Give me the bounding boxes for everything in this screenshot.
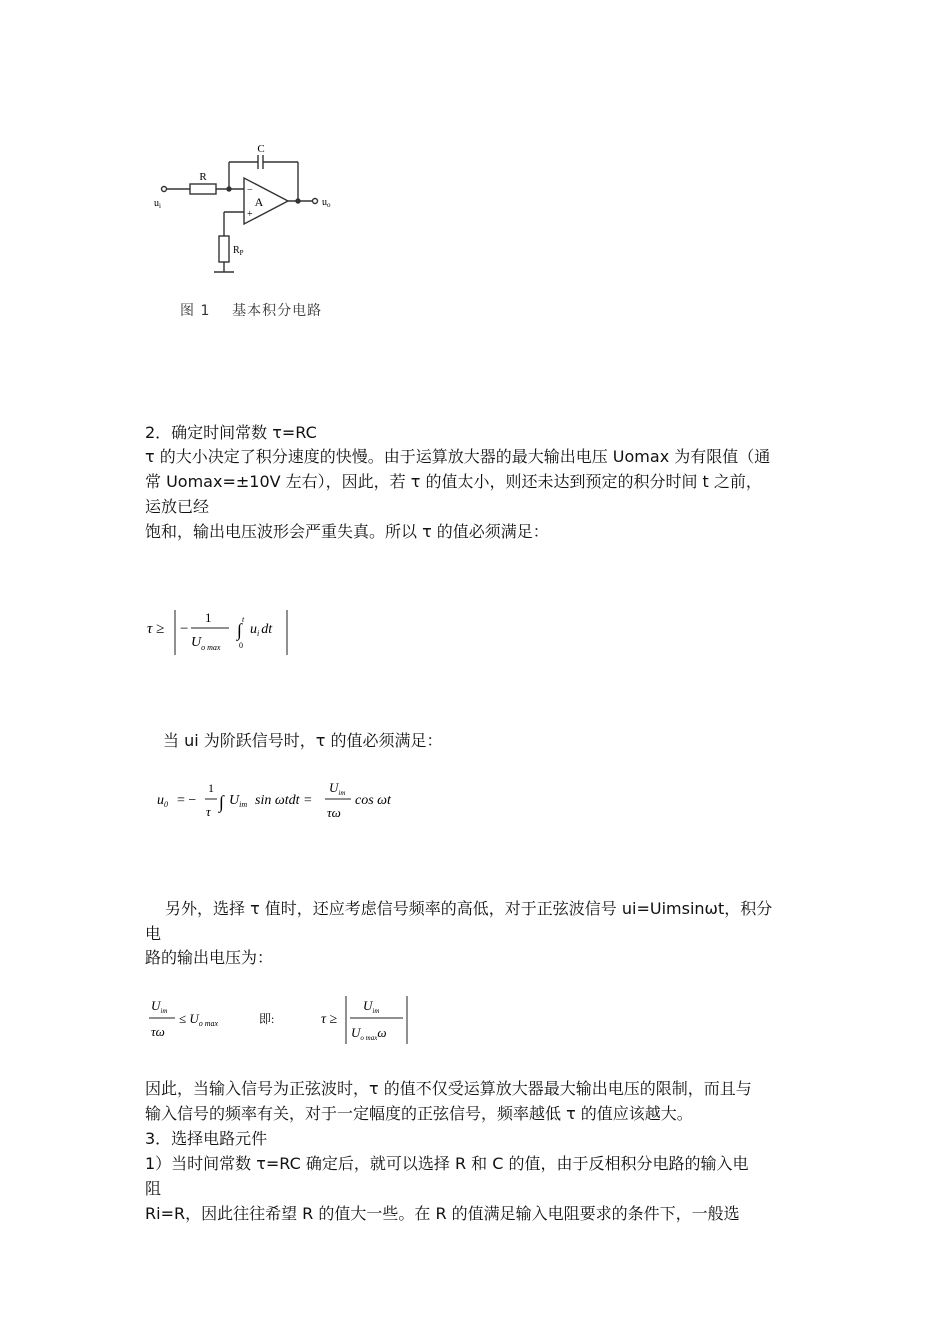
paragraph-line: 运放已经 <box>145 497 210 516</box>
svg-text:τ: τ <box>206 804 211 819</box>
figure-caption: 图 1 基本积分电路 <box>180 303 323 319</box>
integrator-circuit-diagram <box>150 140 350 290</box>
section3-heading: 3．选择电路元件 <box>145 1129 268 1148</box>
svg-text:τ ≥: τ ≥ <box>321 1012 338 1027</box>
label-a: A <box>254 195 264 209</box>
step-signal-line: 当 ui 为阶跃信号时，τ 的值必须满足： <box>163 731 443 750</box>
svg-text:Uim: $U_{im}$ <box>151 998 168 1015</box>
svg-text:1: 1 <box>208 781 214 795</box>
input-terminal <box>162 187 167 192</box>
svg-text:sin ωtdt =: sin ωtdt = <box>255 793 313 808</box>
svg-text:τω: τω <box>151 1024 165 1039</box>
label-uo: $u_o$ <box>322 197 331 209</box>
label-r: R <box>199 171 207 183</box>
resistor-rp <box>219 236 229 262</box>
svg-text:t: t <box>242 615 245 624</box>
paragraph-line: 另外，选择 τ 值时，还应考虑信号频率的高低，对于正弦波信号 ui=Uimsinωt，积分 <box>165 899 773 918</box>
label-minus: − <box>247 185 253 196</box>
equation-tau-bound <box>145 600 305 660</box>
svg-text:= −: = − <box>177 793 197 808</box>
svg-text:τ ≥: τ ≥ <box>147 621 165 637</box>
svg-text:u0: $u_0$ <box>157 793 168 809</box>
paragraph-line: 常 Uomax=±10V 左右），因此，若 τ 的值太小，则还未达到预定的积分时间 t 之前， <box>145 472 762 491</box>
svg-text:−: − <box>180 621 189 637</box>
equation-output-voltage <box>155 772 415 832</box>
svg-text:1: 1 <box>205 610 212 625</box>
paragraph-line: 因此，当输入信号为正弦波时，τ 的值不仅受运算放大器最大输出电压的限制，而且与 <box>145 1079 752 1098</box>
svg-text:即:: 即: <box>259 1012 275 1026</box>
integrator-circuit-figure <box>150 140 350 290</box>
paragraph-line: 输入信号的频率有关，对于一定幅度的正弦信号，频率越低 τ 的值应该越大。 <box>145 1104 693 1123</box>
paragraph-line: 1）当时间常数 τ=RC 确定后，就可以选择 R 和 C 的值，由于反相积分电路的输入电 <box>145 1154 749 1173</box>
svg-text:0: 0 <box>239 641 243 650</box>
paragraph-line: τ 的大小决定了积分速度的快慢。由于运算放大器的最大输出电压 Uomax 为有限值（通 <box>145 447 771 466</box>
svg-text:Uo maxω: $U_{o max}\omega$ <box>351 1025 387 1042</box>
equation-sine-bound <box>145 992 425 1048</box>
resistor-r <box>190 184 216 194</box>
svg-text:∫: ∫ <box>219 792 224 812</box>
svg-text:Uo max: $U_{o max}$ <box>191 635 221 652</box>
label-c: C <box>257 143 265 155</box>
paragraph-line: 路的输出电压为： <box>145 948 274 967</box>
label-rp: $R_P$ <box>233 245 244 257</box>
output-terminal <box>313 199 318 204</box>
svg-text:Uim: $U_{im}$ <box>329 780 346 797</box>
label-ui: $u_i$ <box>154 198 161 210</box>
paragraph-line: 饱和，输出电压波形会严重失真。所以 τ 的值必须满足： <box>145 522 549 541</box>
svg-text:cos ωt: cos ωt <box>355 793 391 808</box>
section2-heading: 2．确定时间常数 τ=RC <box>145 423 317 442</box>
svg-text:Uim: $U_{im}$ <box>229 793 248 809</box>
svg-text:uidt: $u_i$ dt <box>250 622 273 638</box>
svg-text:τω: τω <box>327 805 341 820</box>
svg-text:≤ Uo max: ≤ $U_{o max}$ <box>179 1011 219 1028</box>
svg-text:∫: ∫ <box>237 620 242 640</box>
label-plus: + <box>247 209 253 220</box>
paragraph-line: 阻 <box>145 1179 162 1198</box>
paragraph-line: Ri=R，因此往往希望 R 的值大一些。在 R 的值满足输入电阻要求的条件下，一般选 <box>145 1204 740 1223</box>
svg-text:Uim: $U_{im}$ <box>363 998 380 1015</box>
paragraph-line: 电 <box>145 924 162 943</box>
